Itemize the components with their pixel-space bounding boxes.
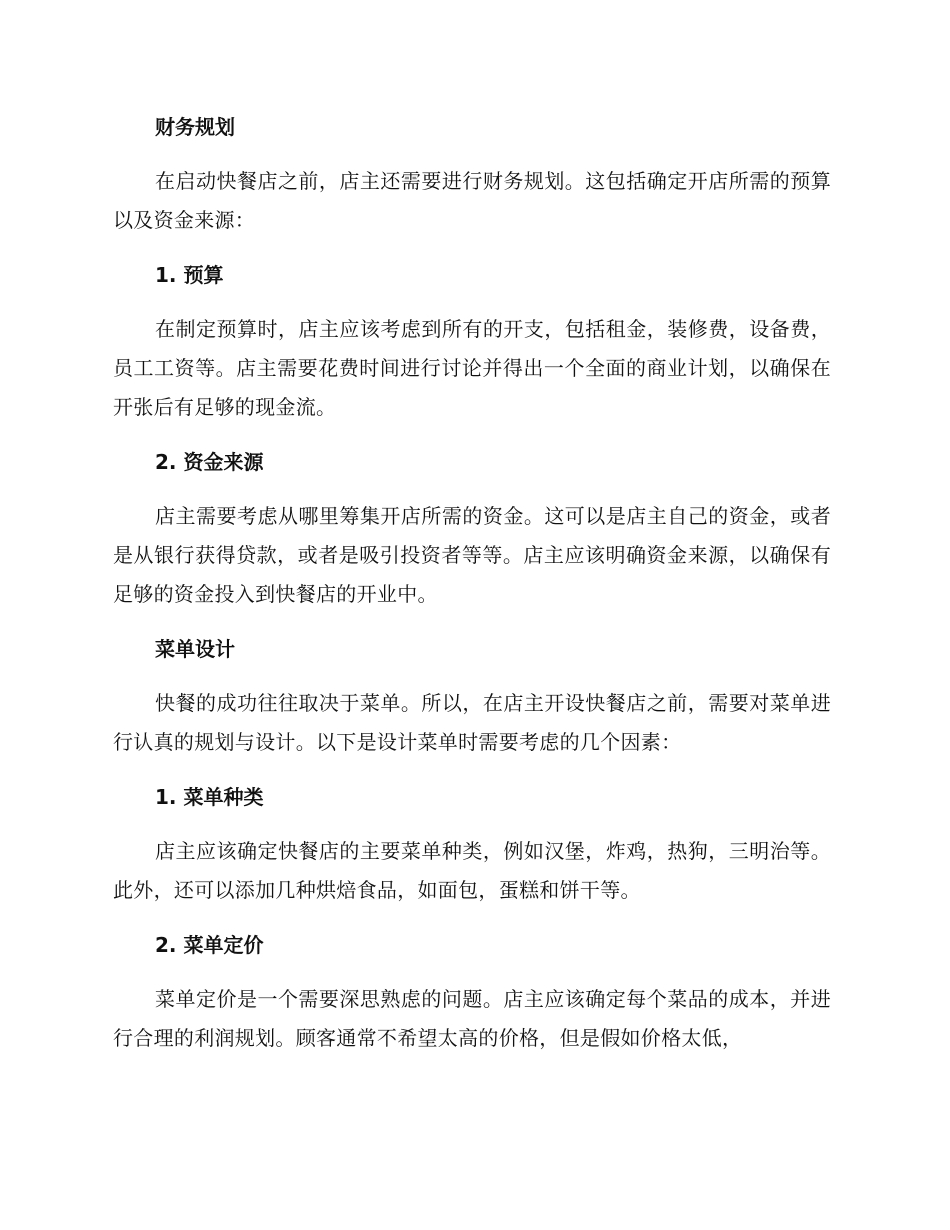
- paragraph-menu-intro: 快餐的成功往往取决于菜单。所以，在店主开设快餐店之前，需要对菜单进行认真的规划与设计。以下是设计菜单时需要考虑的几个因素：: [113, 691, 831, 754]
- paragraph-budget: 在制定预算时，店主应该考虑到所有的开支，包括租金，装修费，设备费，员工工资等。店主需要花费时间进行讨论并得出一个全面的商业计划，以确保在开张后有足够的现金流。: [113, 317, 831, 419]
- subheading-funding-sources: 2. 资金来源: [155, 450, 264, 474]
- section-heading-financial-planning: 财务规划: [155, 115, 235, 139]
- subheading-budget: 1. 预算: [155, 263, 224, 287]
- document-body: [113, 108, 831, 1074]
- subheading-menu-pricing: 2. 菜单定价: [155, 933, 264, 957]
- section-heading-menu-design: 菜单设计: [155, 637, 235, 661]
- paragraph-menu-categories: 店主应该确定快餐店的主要菜单种类，例如汉堡，炸鸡，热狗，三明治等。此外，还可以添加几种烘焙食品，如面包，蛋糕和饼干等。: [113, 839, 831, 902]
- paragraph-financial-intro: 在启动快餐店之前，店主还需要进行财务规划。这包括确定开店所需的预算以及资金来源：: [113, 169, 831, 232]
- paragraph-menu-pricing: 菜单定价是一个需要深思熟虑的问题。店主应该确定每个菜品的成本，并进行合理的利润规划。顾客通常不希望太高的价格，但是假如价格太低，: [113, 987, 831, 1050]
- paragraph-funding-sources: 店主需要考虑从哪里筹集开店所需的资金。这可以是店主自己的资金，或者是从银行获得贷款，或者是吸引投资者等等。店主应该明确资金来源，以确保有足够的资金投入到快餐店的开业中。: [113, 504, 831, 606]
- subheading-menu-categories: 1. 菜单种类: [155, 785, 264, 809]
